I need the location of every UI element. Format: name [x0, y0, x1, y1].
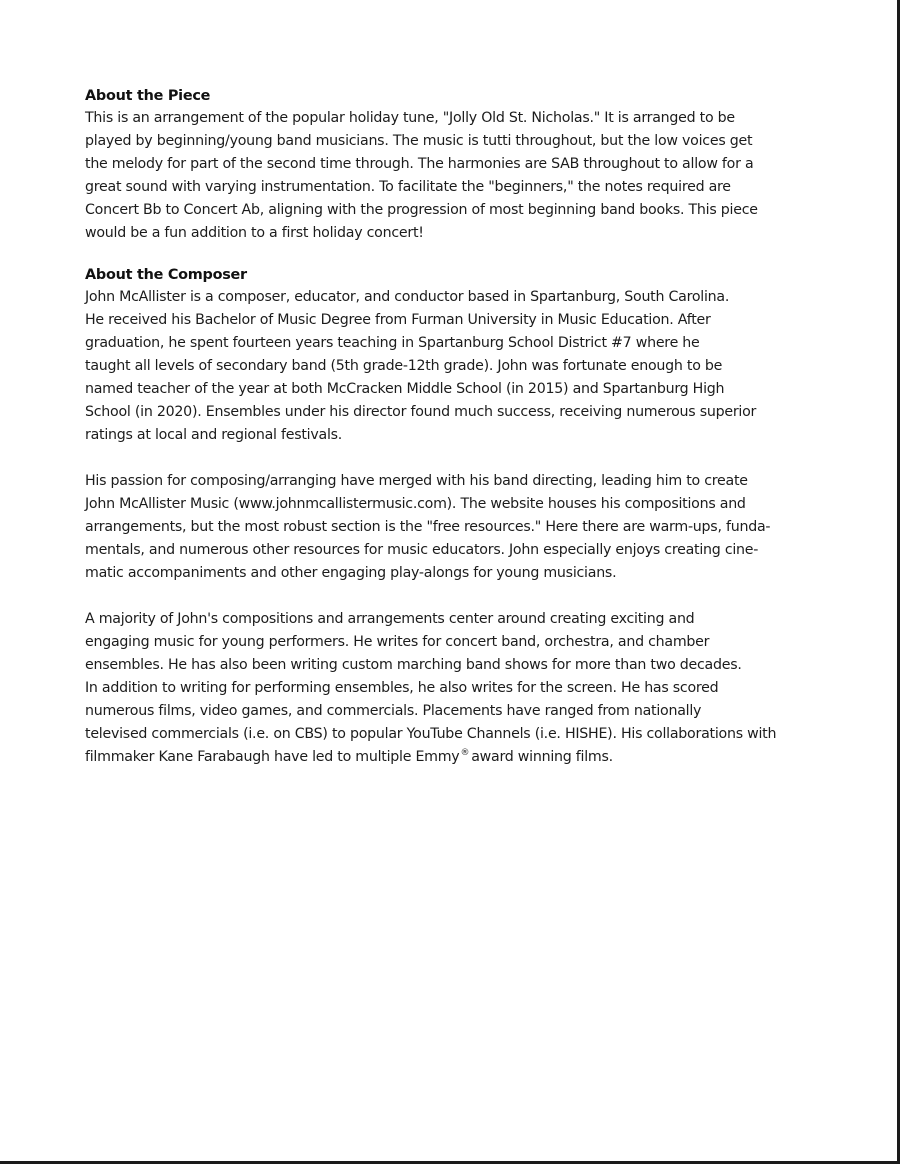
text-line: graduation, he spent fourteen years teaching in Spartanburg School District #7 where he — [85, 335, 700, 351]
text-line: John McAllister is a composer, educator, and conductor based in Spartanburg, South Carolina. — [85, 289, 730, 305]
text-line: In addition to writing for performing ensembles, he also writes for the screen. He has scored — [85, 680, 719, 696]
text-line: ensembles. He has also been writing custom marching band shows for more than two decades. — [85, 657, 742, 673]
text-line: Concert Bb to Concert Ab, aligning with the progression of most beginning band books. This piece — [85, 202, 758, 218]
text-fragment: filmmaker Kane Farabaugh have led to multiple Emmy — [85, 749, 460, 765]
text-line: great sound with varying instrumentation. To facilitate the "beginners," the notes required are — [85, 179, 731, 195]
section-heading-about-piece: About the Piece — [85, 88, 211, 104]
text-line: mentals, and numerous other resources for music educators. John especially enjoys creating cine- — [85, 542, 759, 558]
text-line: ratings at local and regional festivals. — [85, 427, 343, 443]
text-line: televised commercials (i.e. on CBS) to popular YouTube Channels (i.e. HISHE). His collaborations with — [85, 726, 777, 742]
text-line: named teacher of the year at both McCracken Middle School (in 2015) and Spartanburg High — [85, 381, 725, 397]
paragraph-spacer — [85, 585, 815, 608]
text-line: engaging music for young performers. He writes for concert band, orchestra, and chamber — [85, 634, 710, 650]
text-line: arrangements, but the most robust section is the "free resources." Here there are warm-ups, funda- — [85, 519, 771, 535]
paragraph-composer-passion — [85, 470, 815, 585]
text-line: This is an arrangement of the popular holiday tune, "Jolly Old St. Nicholas." It is arranged to be — [85, 110, 735, 126]
text-line: A majority of John's compositions and arrangements center around creating exciting and — [85, 611, 695, 627]
paragraph-composer-bio — [85, 286, 815, 447]
paragraph-spacer — [85, 447, 815, 470]
text-line: He received his Bachelor of Music Degree from Furman University in Music Education. After — [85, 312, 711, 328]
section-spacer — [85, 245, 815, 265]
section-heading-about-composer: About the Composer — [85, 267, 247, 283]
paragraph-composer-works — [85, 608, 815, 769]
text-line: numerous films, video games, and commercials. Placements have ranged from nationally — [85, 703, 702, 719]
text-fragment: award winning films. — [471, 749, 613, 765]
text-line: the melody for part of the second time through. The harmonies are SAB throughout to allow for a — [85, 156, 754, 172]
text-line: would be a fun addition to a first holiday concert! — [85, 225, 424, 241]
text-line: taught all levels of secondary band (5th grade-12th grade). John was fortunate enough to be — [85, 358, 723, 374]
text-line: matic accompaniments and other engaging play-alongs for young musicians. — [85, 565, 617, 581]
registered-mark: ® — [460, 748, 470, 758]
text-line: played by beginning/young band musicians. The music is tutti throughout, but the low voices get — [85, 133, 753, 149]
text-line: His passion for composing/arranging have merged with his band directing, leading him to create — [85, 473, 748, 489]
paragraph-about-piece — [85, 107, 815, 245]
document-content — [85, 86, 815, 769]
text-line: John McAllister Music (www.johnmcallistermusic.com). The website houses his compositions and — [85, 496, 746, 512]
text-line: School (in 2020). Ensembles under his director found much success, receiving numerous superior — [85, 404, 757, 420]
text-line-last — [85, 746, 815, 769]
